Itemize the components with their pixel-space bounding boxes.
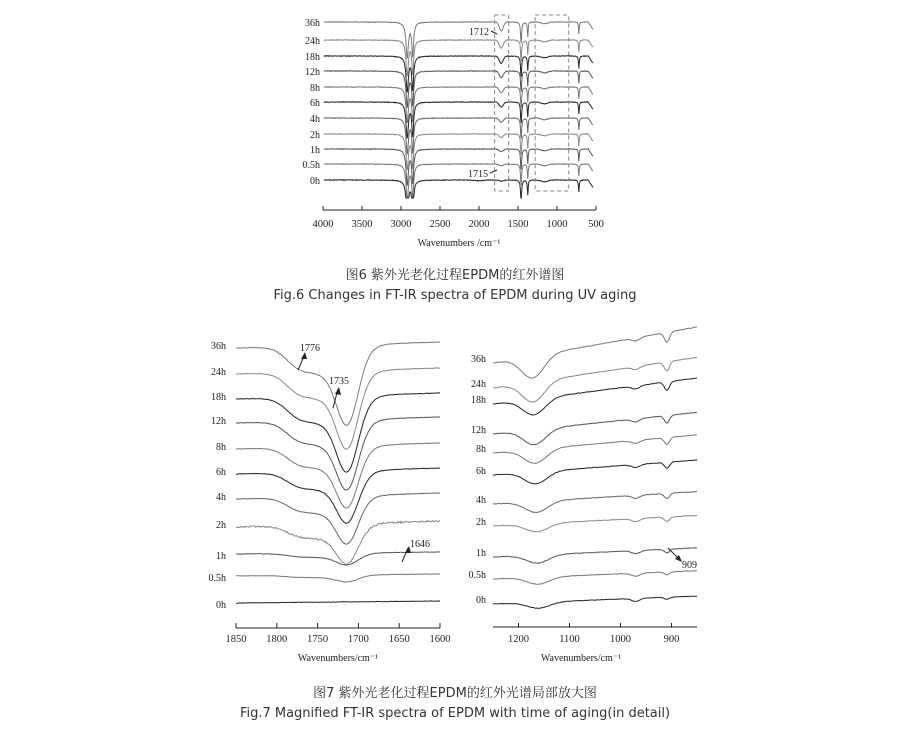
x-axis-title: Wavenumbers/cm⁻¹	[297, 653, 379, 664]
series-label-12h: 12h	[471, 425, 486, 436]
x-tick-label-3000: 3000	[390, 219, 412, 230]
arrowhead-1735	[335, 387, 341, 395]
series-label-8h: 8h	[476, 444, 486, 455]
spectrum-line-8h	[493, 435, 697, 464]
spectrum-line-6h	[493, 460, 697, 484]
spectrum-line-24h	[324, 40, 593, 76]
series-label-24h: 24h	[305, 36, 320, 47]
x-tick-label-900: 900	[663, 634, 680, 645]
x-tick-label-1650: 1650	[388, 634, 410, 645]
spectrum-line-12h	[236, 417, 440, 490]
fig7-caption-cn: 图7 紫外光老化过程EPDM的红外光谱局部放大图	[313, 686, 597, 701]
fig6-caption-en: Fig.6 Changes in FT-IR spectra of EPDM during UV aging	[273, 288, 637, 303]
series-label-12h: 12h	[211, 416, 226, 427]
annotation-1776: 1776	[300, 343, 320, 354]
spectrum-line-1h	[493, 548, 697, 564]
series-label-1h: 1h	[310, 145, 320, 156]
spectrum-line-2h	[493, 516, 697, 532]
spectrum-line-24h	[493, 357, 697, 402]
spectrum-line-18h	[324, 56, 593, 92]
x-tick-label-1000: 1000	[610, 634, 631, 645]
annotation-1646: 1646	[410, 539, 430, 550]
spectrum-line-12h	[493, 412, 697, 444]
spectrum-line-0.5h	[236, 574, 440, 582]
x-tick-label-1700: 1700	[347, 634, 369, 645]
x-tick-label-1750: 1750	[307, 634, 329, 645]
annotation-1712: 1712	[469, 27, 489, 38]
series-label-18h: 18h	[211, 392, 226, 403]
spectrum-line-0h	[493, 596, 697, 608]
series-label-4h: 4h	[310, 114, 320, 125]
series-label-12h: 12h	[305, 67, 320, 78]
spectrum-line-6h	[324, 102, 593, 138]
series-label-36h: 36h	[211, 341, 226, 352]
annotation-1735: 1735	[329, 376, 349, 387]
fig7-left-chart	[209, 341, 451, 664]
x-tick-label-1850: 1850	[225, 634, 247, 645]
series-label-36h: 36h	[305, 18, 320, 29]
fig7-caption-en: Fig.7 Magnified FT-IR spectra of EPDM with time of aging(in detail)	[239, 706, 671, 721]
x-tick-label-500: 500	[588, 219, 604, 230]
annotation-arrow-1712	[491, 31, 497, 34]
spectrum-line-1h	[236, 552, 440, 565]
series-label-1h: 1h	[216, 551, 226, 562]
x-tick-label-2000: 2000	[468, 219, 490, 230]
series-label-6h: 6h	[310, 98, 320, 109]
spectrum-line-4h	[236, 493, 440, 544]
fig7-right-chart	[469, 327, 698, 664]
spectrum-line-0.5h	[324, 164, 593, 198]
series-label-24h: 24h	[471, 379, 486, 390]
series-label-1h: 1h	[476, 548, 486, 559]
series-label-8h: 8h	[216, 442, 226, 453]
fig6-caption-cn: 图6 紫外光老化过程EPDM的红外谱图	[345, 268, 565, 283]
series-label-6h: 6h	[476, 466, 486, 477]
series-label-18h: 18h	[305, 52, 320, 63]
x-tick-label-4000: 4000	[312, 219, 334, 230]
x-tick-label-1000: 1000	[546, 219, 568, 230]
spectrum-line-0h	[236, 601, 440, 603]
spectrum-line-4h	[493, 492, 697, 513]
x-tick-label-1800: 1800	[266, 634, 288, 645]
x-tick-label-1100: 1100	[559, 634, 580, 645]
x-axis-title: Wavenumbers /cm⁻¹	[417, 238, 501, 249]
annotation-1715: 1715	[468, 169, 488, 180]
series-label-18h: 18h	[471, 395, 486, 406]
series-label-0h: 0h	[216, 600, 226, 611]
x-tick-label-1600: 1600	[429, 634, 451, 645]
annotation-arrow-1715	[490, 170, 497, 173]
fig6-chart	[303, 15, 604, 249]
x-axis-title: Wavenumbers/cm⁻¹	[540, 653, 622, 664]
series-label-0h: 0h	[310, 176, 320, 187]
series-label-36h: 36h	[471, 354, 486, 365]
x-tick-label-1500: 1500	[507, 219, 529, 230]
series-label-0h: 0h	[476, 595, 486, 606]
series-label-4h: 4h	[216, 492, 226, 503]
spectrum-line-18h	[236, 393, 440, 472]
series-label-4h: 4h	[476, 495, 486, 506]
spectrum-line-0h	[324, 180, 593, 198]
series-label-0.5h: 0.5h	[208, 573, 226, 584]
series-label-2h: 2h	[216, 520, 226, 531]
series-label-0.5h: 0.5h	[302, 160, 320, 171]
series-label-2h: 2h	[476, 517, 486, 528]
series-label-24h: 24h	[211, 367, 226, 378]
x-tick-label-3500: 3500	[351, 219, 373, 230]
series-label-8h: 8h	[310, 83, 320, 94]
x-tick-label-1200: 1200	[508, 634, 529, 645]
x-tick-label-2500: 2500	[429, 219, 451, 230]
series-label-0.5h: 0.5h	[468, 570, 486, 581]
series-label-6h: 6h	[216, 467, 226, 478]
annotation-909: 909	[682, 560, 697, 571]
series-label-2h: 2h	[310, 130, 320, 141]
spectrum-line-0.5h	[493, 571, 697, 585]
